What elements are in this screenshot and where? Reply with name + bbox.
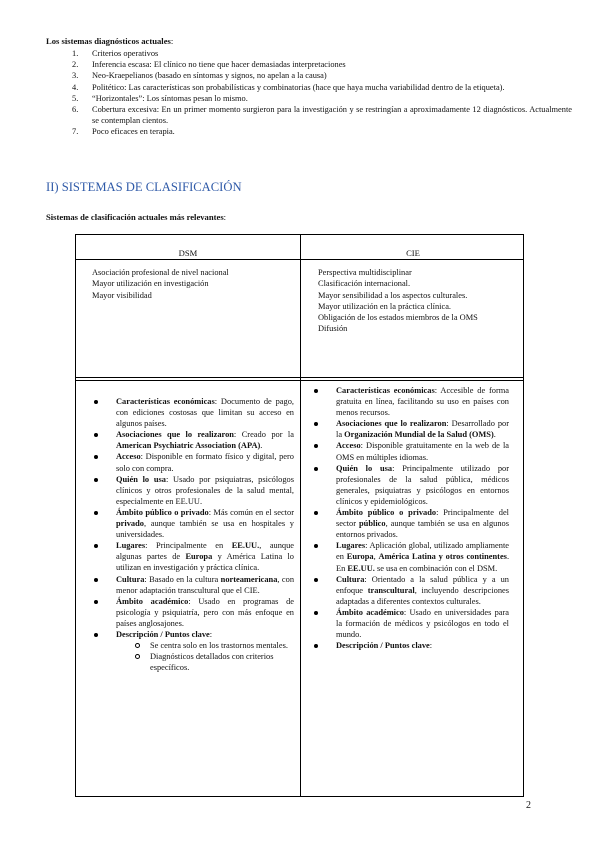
feature-item: Cultura: Basado en la cultura norteamericana, con menor adaptación transcultural que el CIE.: [90, 574, 294, 596]
sub-list: [116, 640, 294, 673]
summary-line: Clasificación internacional.: [318, 279, 411, 289]
section-heading: II) SISTEMAS DE CLASIFICACIÓN: [46, 180, 242, 194]
list-item: 2. Inferencia escasa: El clínico no tiene que hacer demasiadas interpretaciones: [72, 60, 346, 70]
bullet-icon: [94, 544, 98, 548]
table-divider: [76, 259, 523, 260]
circle-bullet-icon: [135, 643, 140, 648]
bullet-icon: [94, 511, 98, 515]
feature-item: Quién lo usa: Principalmente utilizado por profesionales de la salud pública, médicos generales, psiquiatras y psicólogos en entornos clínicos y epidemiológicos.: [310, 463, 509, 507]
bullet-icon: [94, 400, 98, 404]
bullet-icon: [94, 478, 98, 482]
bullet-icon: [94, 600, 98, 604]
bullet-icon: [94, 578, 98, 582]
cie-summary: [318, 267, 506, 335]
list-item: 5. “Horizontales”: Los síntomas pesan lo mismo.: [72, 93, 248, 103]
feature-item: Lugares: Aplicación global, utilizado ampliamente en Europa, América Latina y otros continentes. En EE.UU. se usa en combinación con el DSM.: [310, 540, 509, 573]
problems-list: [72, 48, 572, 138]
dsm-summary: [92, 267, 292, 301]
feature-item: Cultura: Orientado a la salud pública y a un enfoque transcultural, incluyendo descripciones adaptadas a diferentes contextos culturales.: [310, 574, 509, 607]
feature-item: Acceso: Disponible en formato físico y digital, pero solo con compra.: [90, 451, 294, 473]
feature-item: Ámbito académico: Usado en programas de psicología y psiquiatría, pero con más enfoque en países anglosajones.: [90, 596, 294, 629]
bullet-icon: [94, 633, 98, 637]
bullet-icon: [314, 422, 318, 426]
feature-item: Descripción / Puntos clave: Se centra solo en los trastornos mentales. Diagnósticos detallados con criterios específicos.: [90, 629, 294, 673]
feature-item: Lugares: Principalmente en EE.UU., aunque algunas partes de Europa y América Latina lo utilizan en investigación y práctica clínica.: [90, 540, 294, 573]
feature-item: Ámbito público o privado: Principalmente del sector público, aunque también se usa en algunos entornos privados.: [310, 507, 509, 540]
summary-line: Asociación profesional de nivel nacional: [92, 268, 229, 277]
summary-line: Difusión: [318, 324, 348, 334]
bullet-icon: [314, 511, 318, 515]
feature-item: Descripción / Puntos clave:: [310, 640, 509, 651]
bullet-icon: [314, 467, 318, 471]
header-cie: CIE: [406, 248, 420, 258]
table-divider: [300, 235, 301, 796]
comparison-table: [75, 234, 524, 797]
list-item: 6. Cobertura excesiva: En un primer momento surgieron para la investigación y se restringían a aproximadamente 12 diagnósticos. Actualmente se contemplan cientos.: [72, 105, 572, 126]
cie-features: [310, 385, 509, 651]
summary-line: Mayor sensibilidad a los aspectos culturales.: [318, 290, 468, 300]
summary-line: Mayor visibilidad: [92, 290, 152, 300]
feature-item: Asociaciones que lo realizaron: Desarrollado por la Organización Mundial de la Salud (OMS).: [310, 418, 509, 440]
feature-item: Asociaciones que lo realizaron: Creado por la American Psychiatric Association (APA).: [90, 429, 294, 451]
feature-item: Ámbito público o privado: Más común en el sector privado, aunque también se usa en hospitales y universidades.: [90, 507, 294, 540]
sub-item: Se centra solo en los trastornos mentales.: [116, 640, 294, 651]
feature-item: Acceso: Disponible gratuitamente en la web de la OMS en múltiples idiomas.: [310, 440, 509, 462]
bullet-icon: [314, 644, 318, 648]
bullet-icon: [314, 389, 318, 393]
bullet-icon: [314, 544, 318, 548]
table-caption: Sistemas de clasificación actuales más relevantes:: [46, 212, 227, 222]
feature-item: Quién lo usa: Usado por psiquiatras, psicólogos clínicos y otros profesionales de la salud mental, especialmente en EE.UU.: [90, 474, 294, 507]
list-item: 7. Poco eficaces en terapia.: [72, 127, 175, 137]
intro-title: Los sistemas diagnósticos actuales:: [46, 36, 174, 46]
bullet-icon: [314, 444, 318, 448]
sub-item: Diagnósticos detallados con criterios específicos.: [116, 651, 294, 673]
bullet-icon: [314, 578, 318, 582]
table-divider: [76, 377, 523, 378]
summary-line: Mayor utilización en la práctica clínica.: [318, 301, 452, 311]
dsm-features: [90, 396, 294, 673]
list-item: 4. Politético: Las características son probabilísticas y combinatorias (hace que haya mucha variabilidad dentro de la etiqueta).: [72, 82, 505, 92]
bullet-icon: [314, 611, 318, 615]
feature-item: Ámbito académico: Usado en universidades para la formación de médicos y psicólogos en todo el mundo.: [310, 607, 509, 640]
bullet-icon: [94, 433, 98, 437]
page-number: 2: [526, 800, 531, 811]
circle-bullet-icon: [135, 654, 140, 659]
bullet-icon: [94, 455, 98, 459]
feature-item: Características económicas: Documento de pago, con ediciones costosas que limitan su acceso en algunos países.: [90, 396, 294, 429]
feature-item: Características económicas: Accesible de forma gratuita en línea, facilitando su uso en países con menos recursos.: [310, 385, 509, 418]
list-item: 1. Criterios operativos: [72, 49, 159, 58]
list-item: 3. Neo-Kraepelianos (basado en síntomas y signos, no apelan a la causa): [72, 71, 327, 81]
header-dsm: DSM: [178, 248, 198, 258]
summary-line: Mayor utilización en investigación: [92, 279, 209, 289]
summary-line: Perspectiva multidisciplinar: [318, 268, 412, 277]
summary-line: Obligación de los estados miembros de la OMS: [318, 313, 478, 323]
table-divider: [76, 380, 523, 381]
